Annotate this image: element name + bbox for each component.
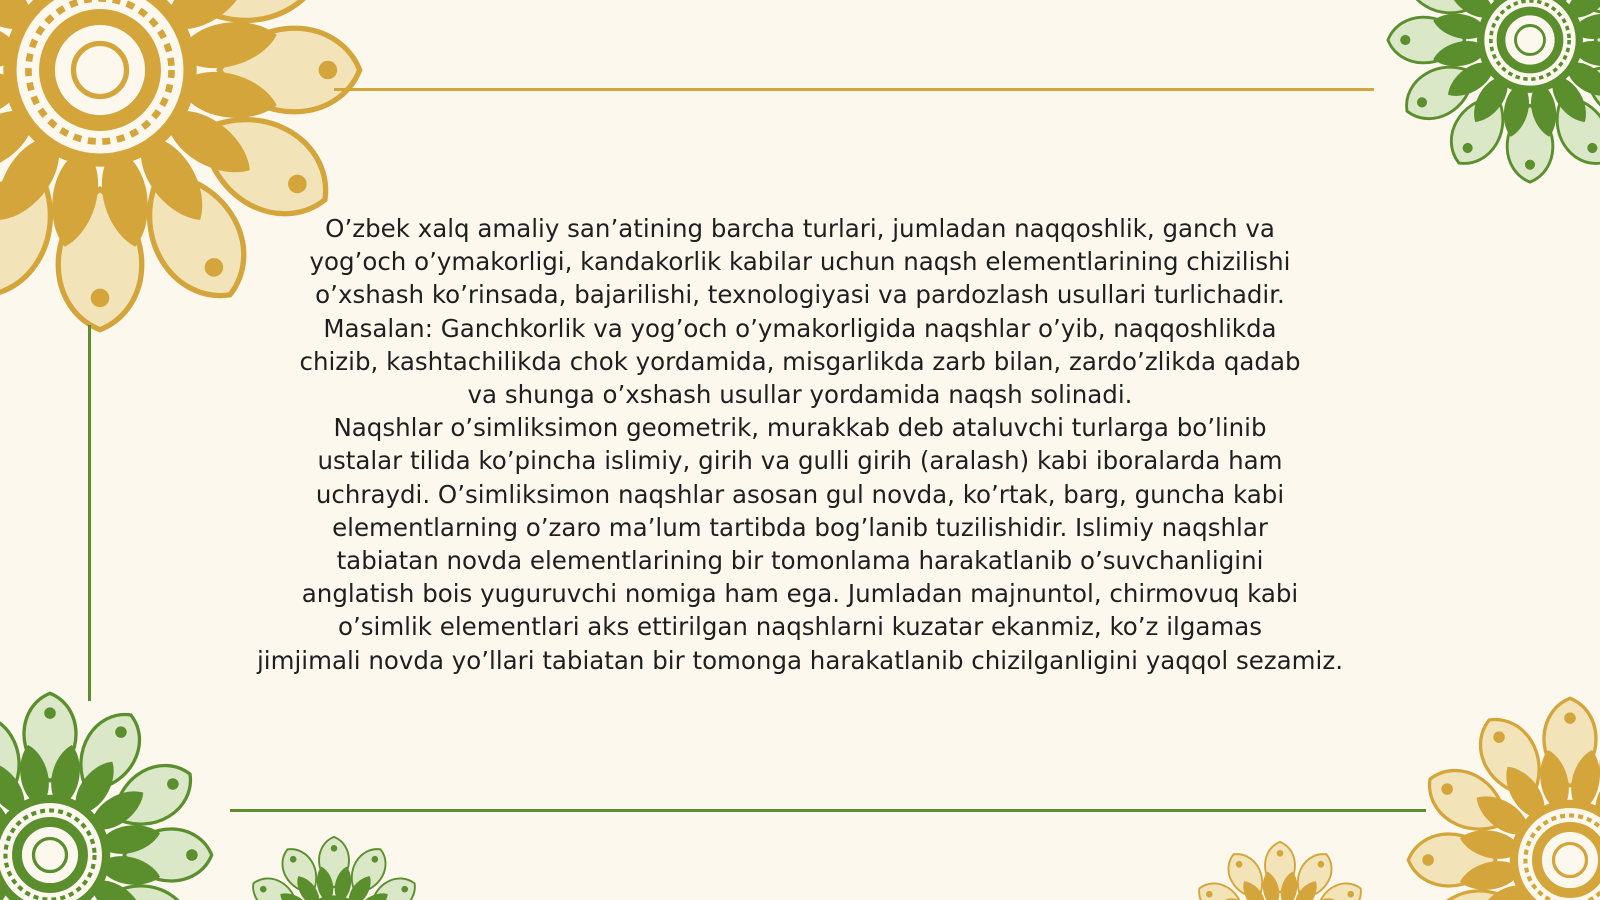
text-line: o’simlik elementlari aks ettirilgan naqshlarni kuzatar ekanmiz, ko’z ilgamas: [337, 612, 1263, 642]
text-line: Masalan: Ganchkorlik va yog’och o’ymakorligida naqshlar o’yib, naqqoshlikda: [323, 313, 1277, 343]
text-line: anglatish bois yuguruvchi nomiga ham ega. Jumladan majnuntol, chirmovuq kabi: [301, 579, 1299, 609]
body-text: [200, 212, 1400, 677]
bottom-right-gold-mandala-icon: [1400, 690, 1600, 900]
text-line: chizib, kashtachilikda chok yordamida, misgarlikda zarb bilan, zardo’zlikda qadab: [299, 346, 1301, 376]
text-line: o’xshash ko’rinsada, bajarilishi, texnologiyasi va pardozlash usullari turlichadir.: [315, 280, 1285, 310]
text-line: ustalar tilida ko’pincha islimiy, girih va gulli girih (aralash) kabi iboralarda ham: [317, 446, 1283, 476]
bottom-center-left-green-mandala-icon: [234, 830, 434, 900]
paragraph-2: [200, 411, 1400, 677]
top-gold-divider: [334, 88, 1374, 91]
top-right-green-mandala-icon: [1380, 0, 1600, 190]
text-line: va shunga o’xshash usullar yordamida naqsh solinadi.: [467, 380, 1133, 410]
paragraph-1: [200, 212, 1400, 411]
text-line: O’zbek xalq amaliy san’atining barcha turlari, jumladan naqqoshlik, ganch va: [325, 214, 1275, 243]
bottom-green-divider: [230, 809, 1426, 812]
text-line: uchraydi. O’simliksimon naqshlar asosan gul novda, ko’rtak, barg, guncha kabi: [315, 479, 1285, 509]
text-line: Naqshlar o’simliksimon geometrik, murakkab deb ataluvchi turlarga bo’linib: [333, 413, 1267, 443]
bottom-center-right-gold-mandala-icon: [1180, 835, 1380, 900]
text-line: elementlarning o’zaro ma’lum tartibda bog’lanib tuzilishidir. Islimiy naqshlar: [332, 512, 1268, 542]
text-line: jimjimali novda yo’llari tabiatan bir tomonga harakatlanib chizilganligini yaqqol sezamiz.: [257, 645, 1343, 675]
text-line: yog’och o’ymakorligi, kandakorlik kabilar uchun naqsh elementlarining chizilishi: [309, 247, 1291, 277]
text-line: tabiatan novda elementlarining bir tomonlama harakatlanib o’suvchanligini: [336, 546, 1264, 576]
left-green-divider: [88, 325, 91, 701]
bottom-left-green-mandala-icon: [0, 685, 220, 900]
